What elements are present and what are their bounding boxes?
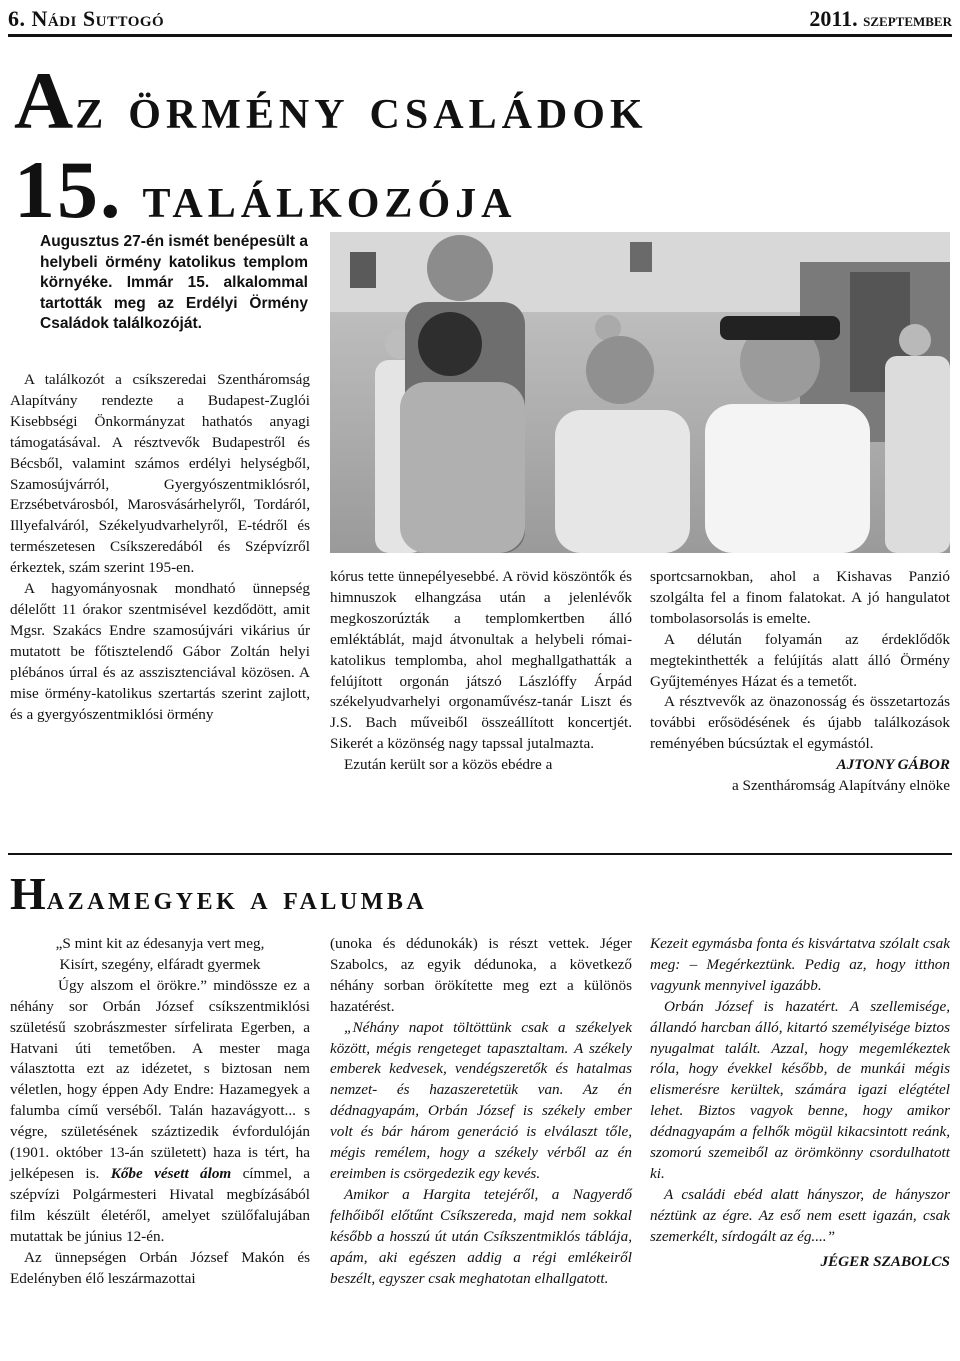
- poem-line: Kisírt, szegény, elfáradt gyermek: [59, 955, 261, 973]
- poem-line: „S mint kit az édesanyja vert meg,: [55, 935, 265, 952]
- paragraph: A találkozót a csíkszeredai Szentháromság Alapítvány rendezte a Budapest-Zuglói Kisebbségi Önkormányzat hathatós anyagi támogatásával. A résztvevők Budapestről és Bécsből, valamint számos erdélyi helységből, Szamosújvárról, Gyergyószentmiklósról, Erzsébetvárosból, Marosvásárhelyről, Tordáról, Illyefalváról, Székelyudvarhelyről, E-tédről és természetesen Csíkszeredából és Szépvízről érkeztek, szám szerint 195-en.: [10, 371, 310, 577]
- section-rule: [8, 853, 952, 855]
- paragraph-text: mindössze ez a néhány sor Orbán József csíkszentmiklósi születésű szobrászmester sírfelirata Egerben, a Hatvani úti temetőben. A mester maga választotta ezt az idézetet, s biztosan nem véletlen, hogy éppen Ady Endre: Hazamegyek a falumba című verséből. Talán hazavágyott... s végre, születésének száztizedik évfordulóján (1901. október 13-án született) haza is tért, ha jelképesen is.: [10, 976, 310, 1182]
- article2-title: [10, 868, 710, 921]
- header-date: [809, 6, 952, 32]
- article-title-line2: [14, 144, 954, 238]
- author-signature: AJTONY GÁBOR: [836, 756, 950, 774]
- title2-rest: azamegyek a falumba: [46, 880, 428, 917]
- issue-year: 2011.: [809, 6, 858, 31]
- title-rest: z örmény családok: [75, 75, 648, 141]
- paragraph: A résztvevők az önazonosság és összetartozás további erősödésének és újabb találkozások reményében búcsúztak el egymástól.: [650, 693, 950, 753]
- paragraph: Az ünnepségen Orbán József Makón és Edelényben élő leszármazottai: [10, 1248, 310, 1287]
- paragraph: [10, 976, 310, 1248]
- paragraph: kórus tette ünnepélyesebbé. A rövid köszöntők és himnuszok elhangzása után a jelenlévők megkoszorúzták a templomkertben álló emléktáblát, majd átvonultak a helybeli római-katolikus templomba, ahol meghallgathatták a felújított orgonán játszó Lászlóffy Árpád székelyudvarhelyi orgonaművész-tanár Liszt és J.S. Bach műveiből összeállított koncertjét. Sikerét a közönség nagy tapssal jutalmazta.: [330, 568, 632, 753]
- article2-column-3: [650, 934, 950, 1273]
- paragraph-text: címmel, a szépvízi Polgármesteri Hivatal megbízásából film készült életéről, amelyet szülőfalujában mutattak be június 12-én.: [10, 1164, 310, 1245]
- paragraph: sportcsarnokban, ahol a Kishavas Panzió szolgálta fel a finom falatokat. A jó hangulatot tombolasorsolás is emelte.: [650, 568, 950, 627]
- article2-column-1: [10, 934, 310, 1289]
- quote-paragraph: Orbán József is hazatért. A szellemisége, állandó harcban álló, kitartó személyisége biztos nyugalmat talált. Azzal, hogy megemlékeztek róla, hogy évekkel később, de munkái mégis elismerésre kerültek, számára igazi elégtétel lehet. Biztos vagyok benne, hogy amikor dédnagyapám a felhők mögül kikacsintott reánk, szomorú szemeiből az örömkönny csordulhatott ki.: [650, 997, 950, 1182]
- page-header: [8, 6, 952, 34]
- paragraph: A délután folyamán az érdeklődők megtekinthették a felújítás alatt álló Örmény Gyűjteményes Házat és a temetőt.: [650, 630, 950, 690]
- event-photo: [330, 232, 950, 553]
- poem-line: Úgy alszom el örökre.”: [58, 976, 207, 994]
- quote-paragraph: „Néhány napot töltöttünk csak a székelyek között, mégis rengeteget tapasztaltam. A székely emberek kedvesek, vendégszeretők és hatalmas nemzet- és hazaszeretetük van. Az én dédnagyapám, Orbán József is székely ember volt és bár három generáció is elválaszt tőle, mégis remélem, hogy a székely vérből az én ereimben is csörgedezik egy kevés.: [330, 1018, 632, 1182]
- author-affiliation: a Szentháromság Alapítvány elnöke: [731, 777, 950, 795]
- photo-illustration: [330, 232, 950, 553]
- paragraph: A hagyományosnak mondható ünnepség délelőtt 11 órakor szentmisével kezdődött, amit Mgsr. Szakács Endre szamosújvári vikárius úr mutatott be főtisztelendő Gábor Zoltán helyi plébános úrral és az asszisztenciával közösen. A mise örmény-katolikus szertartás szerint zajlott, és a gyergyószentmiklósi örmény: [10, 580, 310, 723]
- title2-initial: H: [10, 868, 47, 919]
- article-title-line1: [14, 55, 954, 149]
- article-column-3: [650, 567, 950, 797]
- article2-column-2: [330, 934, 632, 1289]
- quote-paragraph: Kezeit egymásba fonta és kisvártatva szólalt csak meg: – Megérkeztünk. Pedig az, hogy itthon vagyunk mennyivel igazább.: [650, 935, 950, 994]
- quote-paragraph: Amikor a Hargita tetejéről, a Nagyerdő felhőiből előtűnt Csíkszereda, majd nem sokkal később a hosszú út után Csíkszentmiklós táblája, apám, aki egészen addig a régi emlékeiről beszélt, egyszer csak meghatotan elhallgatott.: [330, 1185, 632, 1287]
- article-column-2: [330, 567, 632, 776]
- title-number: 15.: [14, 144, 123, 235]
- header-publication: [8, 6, 164, 32]
- paragraph: Ezután került sor a közös ebédre a: [344, 756, 553, 774]
- publication-name: Nádi Suttogó: [31, 6, 165, 31]
- article-title: [14, 55, 954, 238]
- article-column-1: [10, 370, 310, 725]
- paragraph: (unoka és dédunokák) is részt vettek. Jéger Szabolcs, az egyik dédunoka, a következő néhány sorban örökítette meg ezt a különös hazatérést.: [330, 935, 632, 1015]
- page-number: 6.: [8, 6, 26, 31]
- article-lead: Augusztus 27-én ismét benépesült a helybeli örmény katolikus templom környéke. Immár 15. alkalommal tartották meg az Erdélyi Örmény Családok találkozóját.: [40, 233, 308, 332]
- quote-paragraph: A családi ebéd alatt hányszor, de hányszor néztünk az égre. Az eső nem esett igazán, csak szemerkélt, sírdogált az ég....”: [650, 1185, 950, 1245]
- issue-month: szeptember: [863, 10, 952, 30]
- film-title: Kőbe vésett álom: [110, 1164, 232, 1182]
- title-initial: A: [14, 55, 76, 146]
- title-rest-2: találkozója: [142, 164, 517, 230]
- author-signature: JÉGER SZABOLCS: [820, 1252, 950, 1270]
- header-rule: [8, 34, 952, 37]
